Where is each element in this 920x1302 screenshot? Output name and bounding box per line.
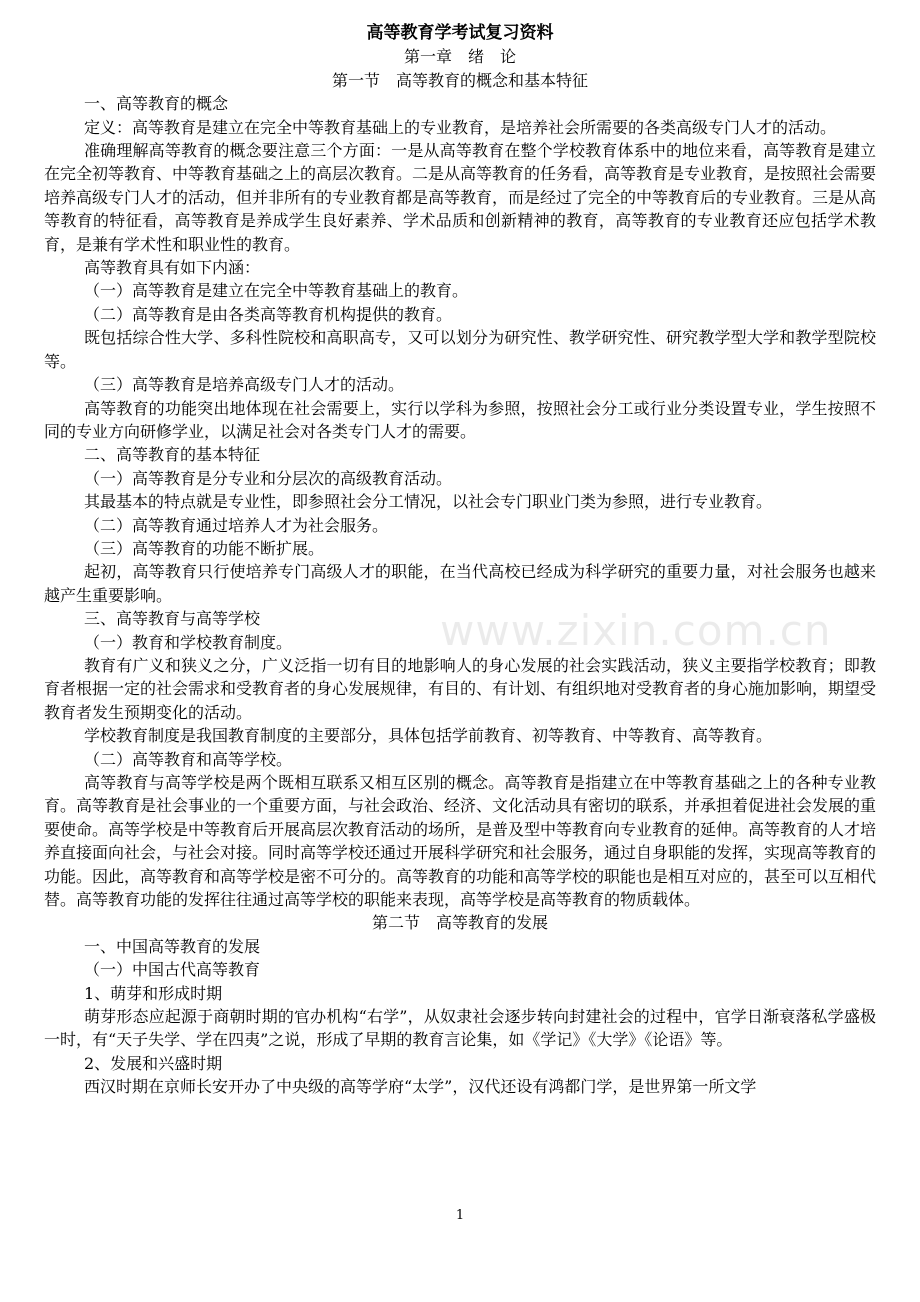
paragraph: 高等教育的功能突出地体现在社会需要上，实行以学科为参照，按照社会分工或行业分类设置专业，学生按照不同的专业方向研修学业，以满足社会对各类专门人才的需要。 [44,398,876,441]
paragraph: 2、发展和兴盛时期 [84,1053,223,1073]
chapter-heading: 第一章 绪 论 [403,47,516,67]
paragraph: 高等教育具有如下内涵： [84,258,261,278]
paragraph: （二）高等教育是由各类高等教育机构提供的教育。 [84,304,453,324]
paragraph: （一）高等教育是分专业和分层次的高级教育活动。 [84,468,453,488]
paragraph: （一）教育和学校教育制度。 [84,632,293,652]
paragraph: 其最基本的特点就是专业性，即参照社会分工情况，以社会专门职业门类为参照，进行专业教育。 [84,492,773,512]
paragraph: （三）高等教育是培养高级专门人才的活动。 [84,375,405,395]
watermark: www.zixin.com.cn [440,606,832,655]
paragraph: 一、中国高等教育的发展 [84,936,261,956]
paragraph: 准确理解高等教育的概念要注意三个方面：一是从高等教育在整个学校教育体系中的地位来看，高等教育是建立在完全初等教育、中等教育基础之上的高层次教育。二是从高等教育的任务看，高等教育是专业教育，是按照社会需要培养高级专门人才的活动，但并非所有的专业教育都是高等教育，而是经过了完全的中等教育后的专业教育。三是从高等教育的特征看，高等教育是养成学生良好素养、学术品质和创新精神的教育，高等教育的专业教育还应包括学术教育，是兼有学术性和职业性的教育。 [44,141,877,254]
paragraph: 既包括综合性大学、多科性院校和高职高专，又可以划分为研究性、教学研究性、研究教学型大学和教学型院校等。 [44,328,876,371]
paragraph: 萌芽形态应起源于商朝时期的官办机构“右学”，从奴隶社会逐步转向封建社会的过程中，官学日渐衰落私学盛极一时，有“天子失学、学在四夷”之说，形成了早期的教育言论集，如《学记》《大学》《论语》等。 [44,1007,876,1050]
paragraph: 一、高等教育的概念 [84,94,229,114]
paragraph: 定义：高等教育是建立在完全中等教育基础上的专业教育，是培养社会所需要的各类高级专门人才的活动。 [84,117,837,137]
paragraph: （一）中国古代高等教育 [84,960,261,980]
document-title: 高等教育学考试复习资料 [366,23,554,43]
paragraph: （二）高等教育和高等学校。 [84,749,293,769]
paragraph: （二）高等教育通过培养人才为社会服务。 [84,515,389,535]
paragraph: 学校教育制度是我国教育制度的主要部分，具体包括学前教育、初等教育、中等教育、高等教育。 [84,726,773,746]
paragraph: 教育有广义和狭义之分，广义泛指一切有目的地影响人的身心发展的社会实践活动，狭义主要指学校教育；即教育者根据一定的社会需求和受教育者的身心发展规律，有目的、有计划、有组织地对受教育者的身心施加影响，期望受教育者发生预期变化的活动。 [44,655,877,722]
page-number: 1 [455,1208,465,1223]
paragraph: （一）高等教育是建立在完全中等教育基础上的教育。 [84,281,469,301]
section-heading-1: 第一节 高等教育的概念和基本特征 [331,70,588,90]
paragraph: 西汉时期在京师长安开办了中央级的高等学府“太学”，汉代还设有鸿都门学，是世界第一所文学 [84,1077,757,1097]
section-2-body [44,935,876,1099]
paragraph: （三）高等教育的功能不断扩展。 [84,538,325,558]
paragraph: 高等教育与高等学校是两个既相互联系又相互区别的概念。高等教育是指建立在中等教育基础之上的各种专业教育。高等教育是社会事业的一个重要方面，与社会政治、经济、文化活动具有密切的联系，并承担着促进社会发展的重要使命。高等学校是中等教育后开展高层次教育活动的场所，是普及型中等教育向专业教育的延伸。高等教育的人才培养直接面向社会，与社会对接。同时高等学校还通过开展科学研究和社会服务，通过自身职能的发挥，实现高等教育的功能。因此，高等教育和高等学校是密不可分的。高等教育的功能和高等学校的职能也是相互对应的，甚至可以互相代替。高等教育功能的发挥往往通过高等学校的职能来表现，高等学校是高等教育的物质载体。 [44,773,877,910]
paragraph: 三、高等教育与高等学校 [84,609,261,629]
document-page [44,22,876,1099]
paragraph: 1、萌芽和形成时期 [84,983,223,1003]
paragraph: 二、高等教育的基本特征 [84,445,261,465]
section-1-body [44,92,876,911]
section-heading-2: 第二节 高等教育的发展 [371,913,548,933]
paragraph: 起初，高等教育只行使培养专门高级人才的职能，在当代高校已经成为科学研究的重要力量，对社会服务也越来越产生重要影响。 [44,562,876,605]
